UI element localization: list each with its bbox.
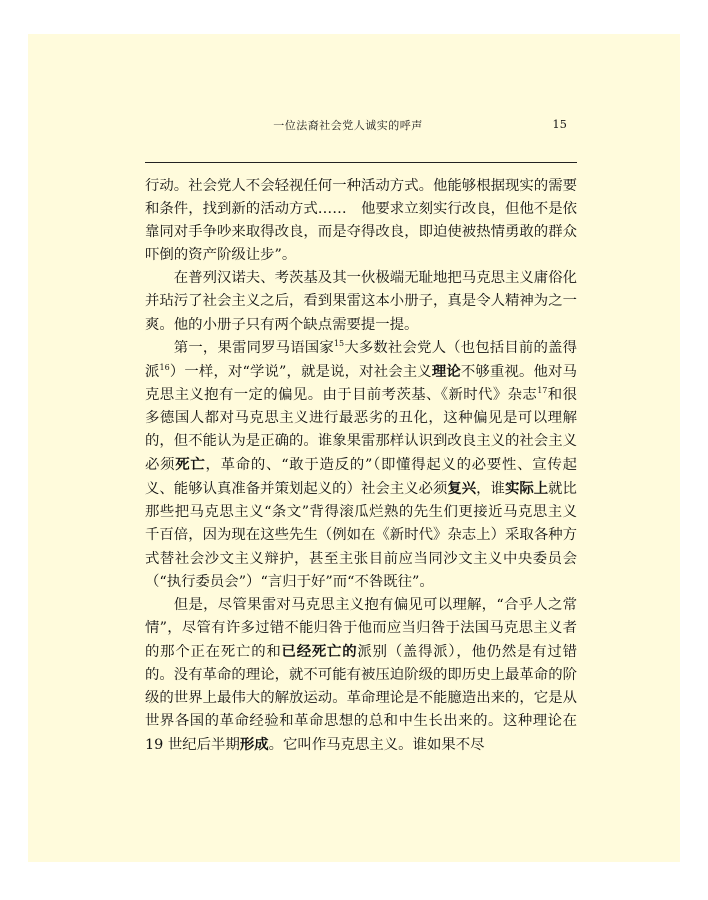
- text-run: ，革命的、“敢于造反的”（即懂得起义的必要性、宣传起义、能够认真准备并策划起义的）社会主义必须: [145, 457, 577, 498]
- text-run: 但是，尽管果雷对马克思主义抱有偏见可以理解，“合乎人之常情”，尽管有许多过错不能归咎于他而应当归咎于法国马克思主义者的那个正在死亡的和: [145, 596, 577, 660]
- text-run: ，谁: [476, 481, 505, 498]
- footnote-ref-15: 15: [333, 338, 345, 348]
- text-run: 第一，果雷同罗马语国家: [173, 339, 334, 356]
- paragraph-3: [145, 337, 577, 594]
- emphasis-revival: 复兴: [447, 480, 477, 498]
- emphasis-already-dead: 已经死亡的: [281, 642, 358, 660]
- text-run: 。它叫作马克思主义。谁如果不尽: [268, 737, 485, 754]
- text-run: 大多数社会党人（也包括目前的盖得派: [145, 339, 577, 380]
- page-number: 15: [552, 117, 567, 131]
- emphasis-theory: 理论: [431, 362, 461, 380]
- emphasis-actually: 实际上: [504, 480, 549, 498]
- text-run: 和很多德国人都对马克思主义进行最恶劣的丑化，这种偏见是可以理解的，但不能认为是正确的。谁象果雷那样认识到改良主义的社会主义必须: [145, 386, 577, 474]
- text-run: 不够重视。他对马克思主义抱有一定的偏见。由于目前考茨基、《新时代》杂志: [145, 363, 577, 403]
- paragraph-4: [145, 594, 577, 758]
- running-header: [117, 115, 579, 135]
- paragraph-2: 在普列汉诺夫、考茨基及其一伙极端无耻地把马克思主义庸俗化并玷污了社会主义之后，看到果雷这本小册子，真是令人精神为之一爽。他的小册子只有两个缺点需要提一提。: [145, 270, 577, 333]
- footnote-ref-16: 16: [159, 362, 170, 372]
- text-run: ）一样，对“学说”，就是说，对社会主义: [169, 363, 432, 380]
- body-text: [145, 175, 577, 757]
- emphasis-death: 死亡: [175, 456, 206, 474]
- text-run: 就比那些把马克思主义“条文”背得滚瓜烂熟的先生们更接近马克思主义千百倍，因为现在这些先生（例如在《新时代》杂志上）采取各种方式替社会沙文主义辩护，甚至主张目前应当同沙文主义中央委员会（“执行委员会”）“言归于好”而“不咎既往”。: [145, 481, 577, 590]
- footnote-ref-17: 17: [537, 386, 548, 396]
- header-rule: [145, 162, 577, 163]
- text-run: 派别（盖得派），他仍然是有过错的。没有革命的理论，就不可能有被压迫阶级的即历史上最革命的阶级的世界上最伟大的解放运动。革命理论是不能臆造出来的，它是从世界各国的革命经验和革命思想的总和中生长出来的。这种理论在 19 世纪后半期: [145, 643, 577, 754]
- emphasis-formed: 形成: [239, 736, 269, 754]
- paragraph-1: 行动。社会党人不会轻视任何一种活动方式。他能够根据现实的需要和条件，找到新的活动方式…… 他要求立刻实行改良，但他不是依靠同对手争吵来取得改良，而是夺得改良，即迫使被热情勇敢的群众吓倒的资产阶级让步”。: [145, 178, 577, 264]
- running-title: 一位法裔社会党人诚实的呼声: [273, 119, 423, 132]
